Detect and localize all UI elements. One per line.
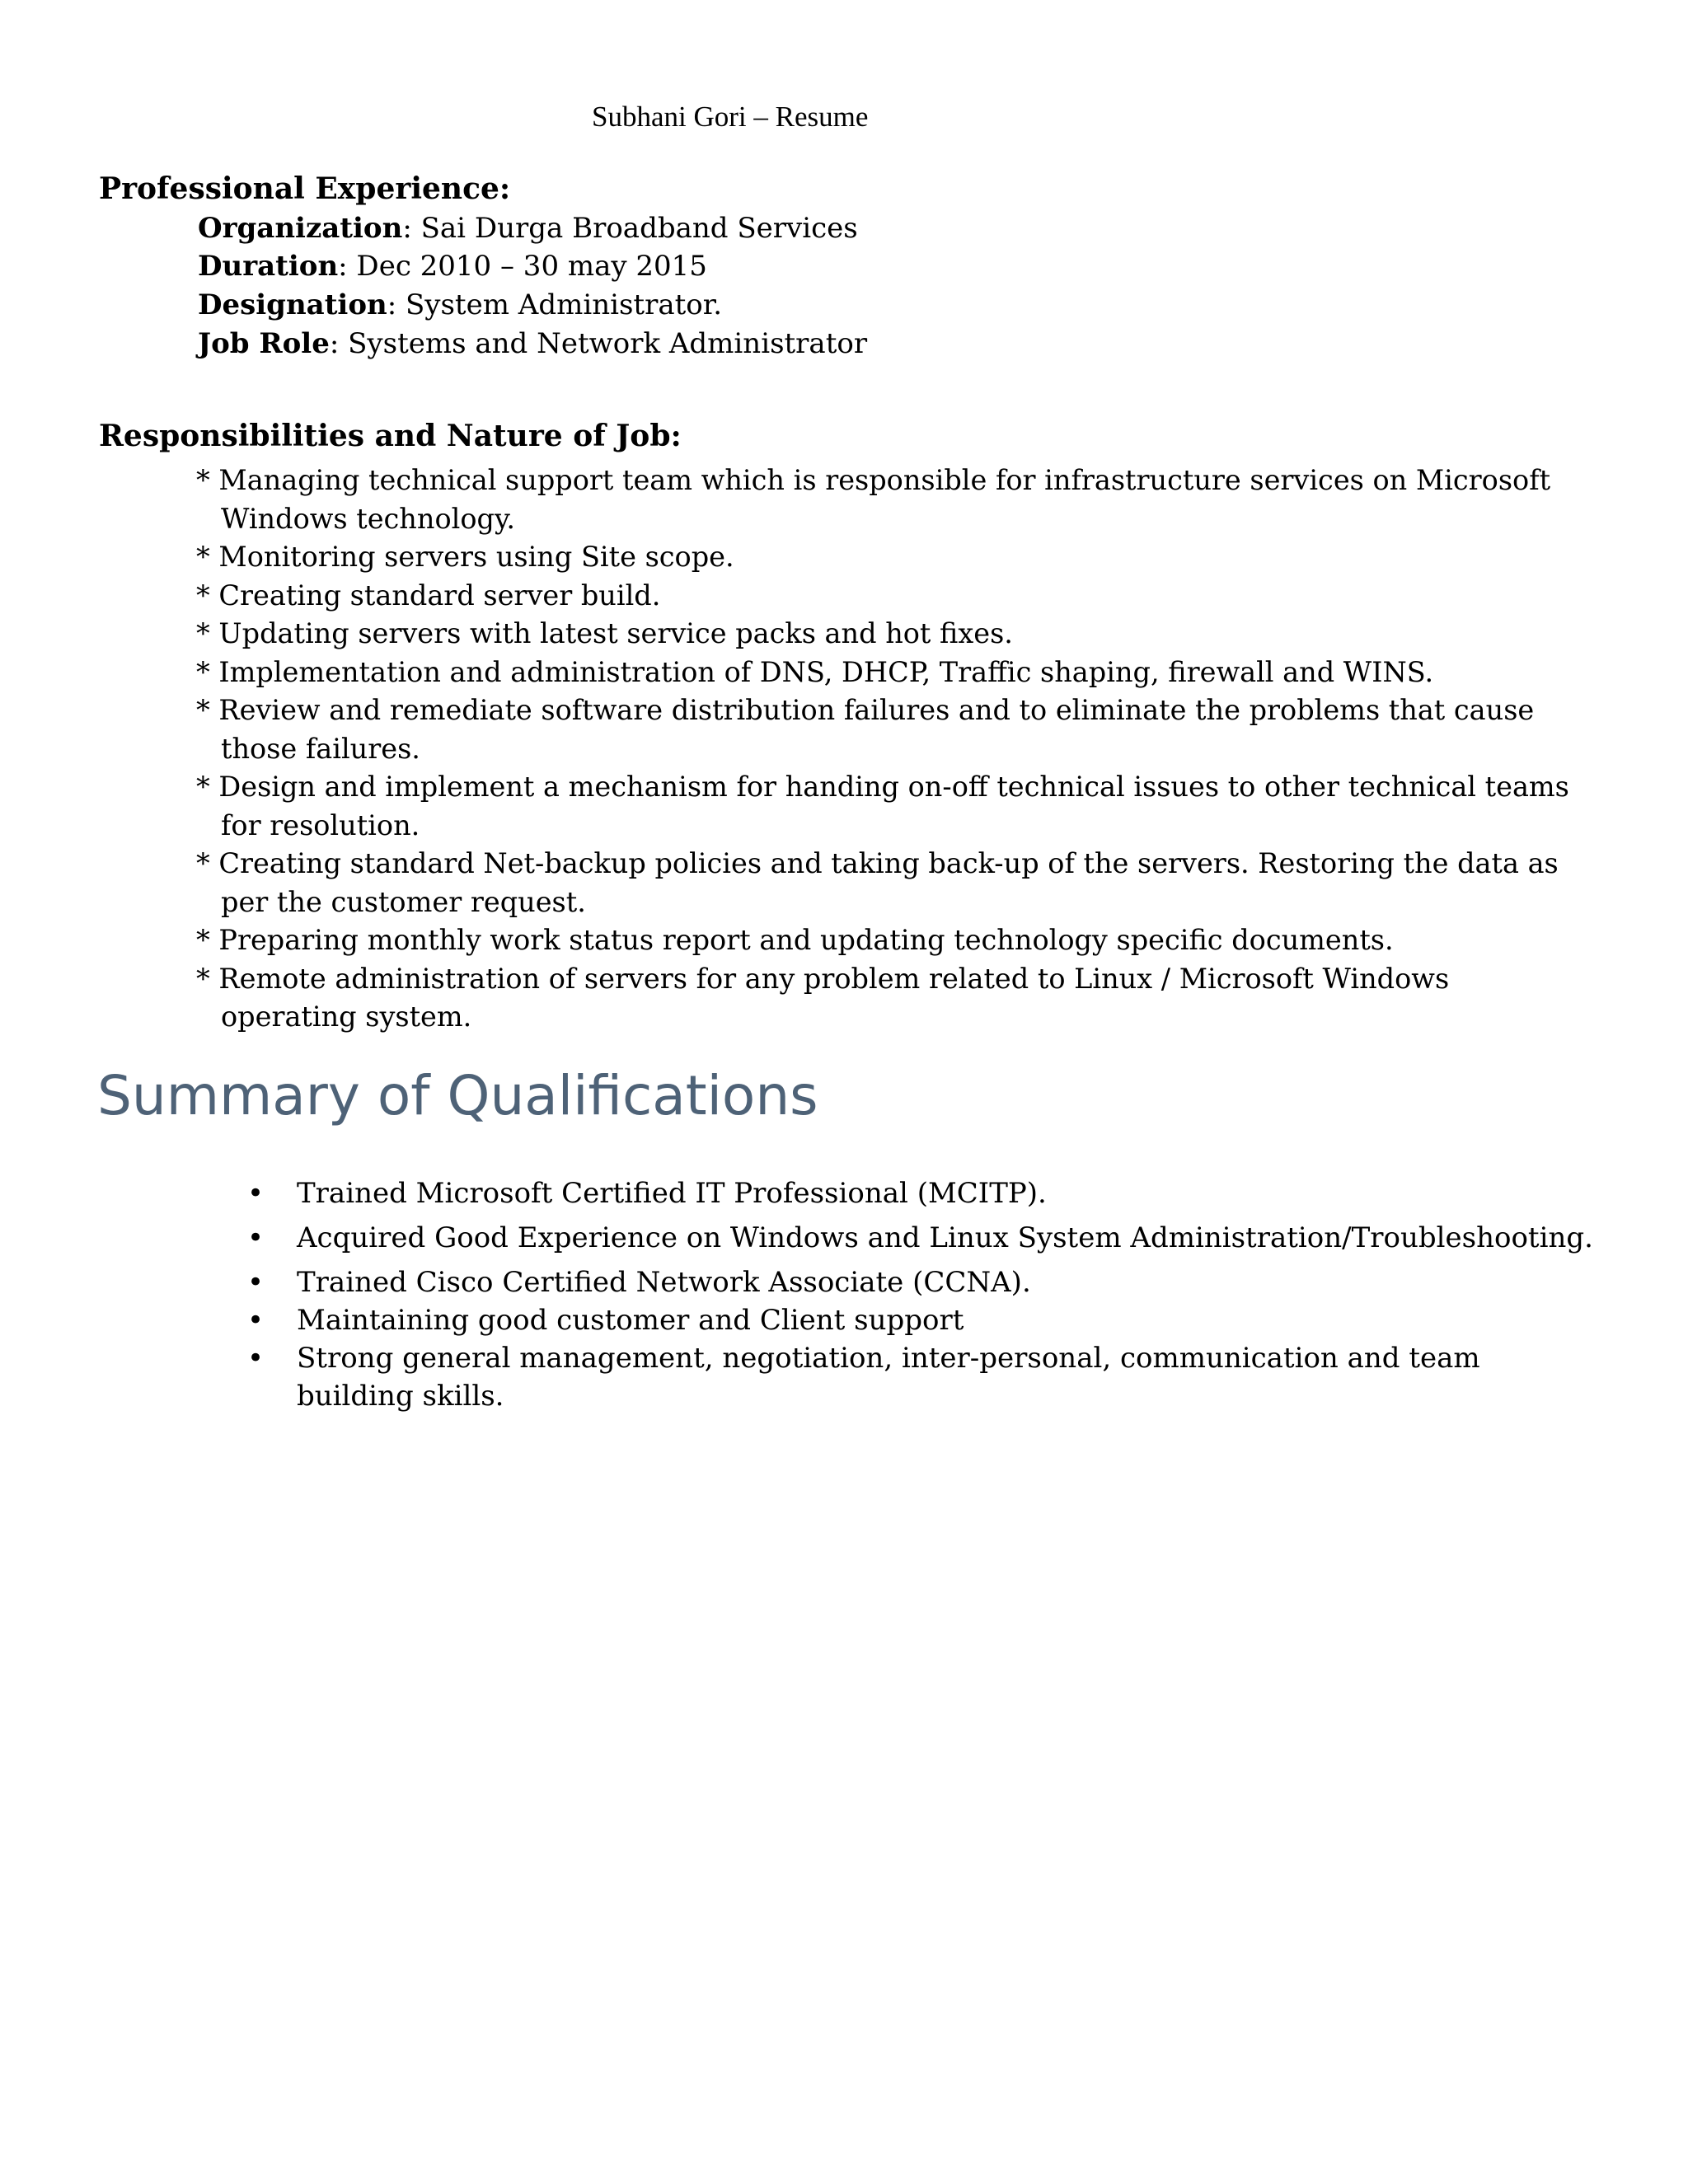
- organization-row: [198, 210, 858, 246]
- designation-row: [198, 287, 722, 323]
- responsibility-line: * Review and remediate software distribution failures and to eliminate the problems that cause: [196, 694, 1535, 726]
- summary-of-qualifications-heading: Summary of Qualifications: [97, 1064, 818, 1127]
- responsibility-line: * Preparing monthly work status report and updating technology specific documents.: [196, 924, 1394, 956]
- qualification-item: [247, 1263, 1599, 1301]
- qualification-text: Trained Cisco Certified Network Associate (CCNA).: [297, 1266, 1031, 1299]
- job-role-label: Job Role: [198, 327, 330, 360]
- responsibility-item: [196, 577, 1597, 616]
- organization-label: Organization: [198, 212, 403, 245]
- responsibility-item: [196, 462, 1597, 538]
- job-role-row: [198, 326, 867, 362]
- qualification-text: Acquired Good Experience on Windows and Linux System Administration/Troubleshooting.: [297, 1221, 1593, 1254]
- responsibility-line-continued: Windows technology.: [221, 502, 516, 535]
- responsibility-line: * Managing technical support team which is responsible for infrastructure services on Microsoft: [196, 464, 1551, 496]
- bullet-icon: •: [247, 1342, 265, 1375]
- responsibility-line-continued: those failures.: [221, 732, 420, 765]
- duration-label: Duration: [198, 250, 339, 283]
- duration-value: : Dec 2010 – 30 may 2015: [338, 250, 707, 283]
- responsibility-item: [196, 960, 1597, 1037]
- responsibility-line: * Monitoring servers using Site scope.: [196, 541, 734, 573]
- responsibility-line-continued: for resolution.: [221, 808, 420, 841]
- qualification-item: [247, 1219, 1599, 1257]
- page-header-title: Subhani Gori – Resume: [592, 101, 869, 133]
- bullet-icon: •: [247, 1177, 265, 1210]
- organization-value: : Sai Durga Broadband Services: [402, 212, 858, 245]
- qualification-text: Trained Microsoft Certified IT Professional (MCITP).: [297, 1177, 1047, 1210]
- professional-experience-heading: Professional Experience:: [99, 171, 511, 206]
- qualification-text: Maintaining good customer and Client support: [297, 1304, 964, 1337]
- bullet-icon: •: [247, 1304, 265, 1337]
- responsibility-line: * Updating servers with latest service packs and hot fixes.: [196, 617, 1013, 649]
- responsibility-item: [196, 845, 1597, 921]
- job-role-value: : Systems and Network Administrator: [329, 327, 868, 360]
- responsibility-line-continued: per the customer request.: [221, 885, 586, 918]
- responsibility-item: [196, 921, 1597, 960]
- responsibility-line: * Creating standard server build.: [196, 579, 661, 612]
- designation-label: Designation: [198, 288, 387, 321]
- responsibility-line: * Creating standard Net-backup policies and taking back-up of the servers. Restoring the data as: [196, 847, 1559, 879]
- qualifications-list: [247, 1174, 1599, 1415]
- designation-value: : System Administrator.: [387, 288, 723, 321]
- responsibilities-heading: Responsibilities and Nature of Job:: [99, 419, 682, 453]
- responsibility-line: * Remote administration of servers for any problem related to Linux / Microsoft Windows: [196, 962, 1450, 995]
- responsibility-item: [196, 654, 1597, 692]
- qualification-item: [247, 1174, 1599, 1212]
- responsibility-item: [196, 538, 1597, 577]
- responsibility-item: [196, 768, 1597, 845]
- qualification-text: Strong general management, negotiation, inter-personal, communication and team building skills.: [297, 1342, 1480, 1413]
- bullet-icon: •: [247, 1266, 265, 1299]
- bullet-icon: •: [247, 1221, 265, 1254]
- qualification-item: [247, 1339, 1599, 1415]
- responsibility-line-continued: operating system.: [221, 1001, 472, 1033]
- responsibility-item: [196, 691, 1597, 768]
- qualification-item: [247, 1301, 1599, 1339]
- responsibility-line: * Implementation and administration of DNS, DHCP, Traffic shaping, firewall and WINS.: [196, 655, 1434, 688]
- responsibility-line: * Design and implement a mechanism for handing on-off technical issues to other technical teams: [196, 771, 1569, 803]
- duration-row: [198, 248, 707, 284]
- responsibility-item: [196, 615, 1597, 654]
- responsibilities-list: [196, 462, 1597, 1037]
